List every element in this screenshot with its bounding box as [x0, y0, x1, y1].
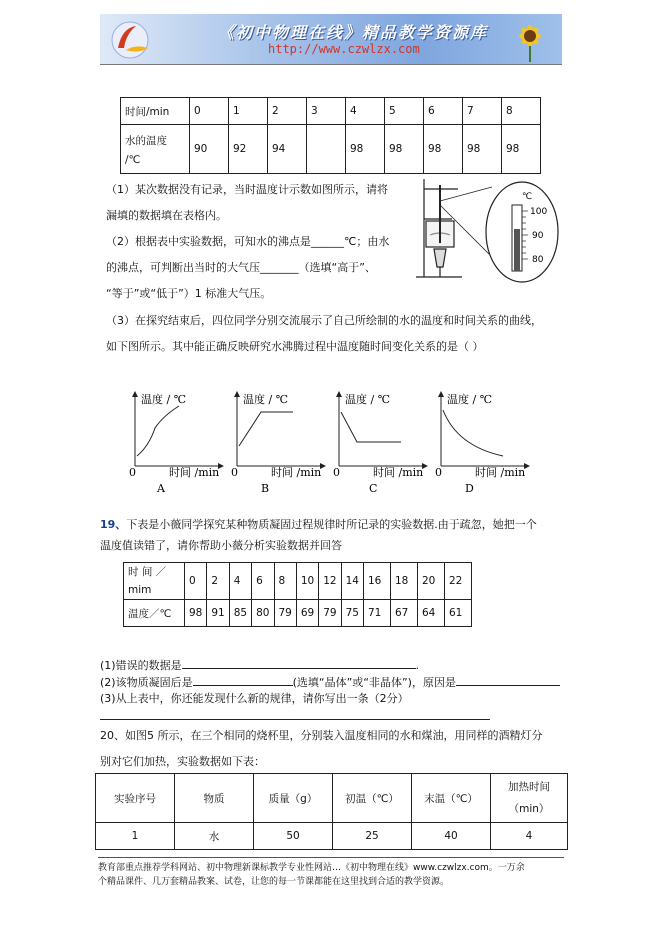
question-text: 下表是小薇同学探究某种物质凝固过程规律时所记录的实验数据.由于疏忽，她把一个 [126, 518, 537, 531]
table-cell [491, 774, 568, 823]
table-row [121, 98, 541, 125]
table-row [96, 823, 568, 850]
graph-xlabel: 时间 /min [169, 466, 220, 479]
answer-label: (选填“晶体”或“非晶体”)，原因是 [292, 676, 456, 689]
table-cell: 94 [268, 125, 307, 174]
answer-line-3: (3)从上表中，你还能发现什么新的规律，请你写出一条（2分） [100, 692, 409, 705]
table-cell: 14 [341, 563, 363, 600]
table-cell: 温度／℃ [124, 600, 185, 627]
row-label-line: /℃ [125, 153, 141, 166]
table-cell [121, 125, 190, 174]
table-cell: 8 [274, 563, 296, 600]
row-label-line: 时 间 ／ [128, 566, 167, 578]
thermo-tick: 90 [532, 231, 544, 241]
table-cell: 64 [418, 600, 445, 627]
table-cell: 5 [385, 98, 424, 125]
table-cell: 3 [307, 98, 346, 125]
table-cell: 时间/min [121, 98, 190, 125]
graph-ylabel: 温度 / ℃ [243, 393, 289, 406]
table-cell: 8 [502, 98, 541, 125]
table-cell: 10 [296, 563, 318, 600]
thermo-tick: 100 [530, 207, 548, 217]
graph-origin: 0 [231, 466, 238, 479]
site-logo-icon [108, 18, 154, 60]
header-line: （min） [508, 803, 550, 815]
table-row [124, 563, 472, 600]
graph-ylabel: 温度 / ℃ [447, 393, 493, 406]
table-cell: 40 [412, 823, 491, 850]
table-cell: 67 [391, 600, 418, 627]
table-cell: 25 [333, 823, 412, 850]
table-cell: 2 [207, 563, 229, 600]
table-cell: 实验序号 [96, 774, 175, 823]
header-rule [100, 64, 562, 65]
header-url[interactable]: http://www.czwlzx.com [268, 42, 420, 56]
table-cell: 4 [229, 563, 251, 600]
table-cell: 7 [463, 98, 502, 125]
table-cell: 1 [229, 98, 268, 125]
answer-line-2 [100, 674, 560, 690]
table-cell [124, 563, 185, 600]
table-cell: 98 [346, 125, 385, 174]
table-cell: 79 [274, 600, 296, 627]
table-cell: 50 [254, 823, 333, 850]
table-cell: 6 [252, 563, 274, 600]
table-cell: 4 [491, 823, 568, 850]
footer-line: 教育部重点推荐学科网站、初中物理新课标教学专业性网站…《初中物理在线》www.czwlzx.com。一万余 [98, 863, 525, 873]
graph-xlabel: 时间 /min [475, 466, 526, 479]
table-cell: 水 [175, 823, 254, 850]
row-label-line: 水的温度 [125, 134, 167, 147]
table-cell: 4 [346, 98, 385, 125]
table-cell: 0 [185, 563, 207, 600]
table-row [96, 774, 568, 823]
footer-rule [98, 857, 564, 858]
table-cell: 12 [319, 563, 341, 600]
graph-letter: A [157, 482, 165, 495]
graph-origin: 0 [333, 466, 340, 479]
table-cell: 物质 [175, 774, 254, 823]
table-cell: 92 [229, 125, 268, 174]
graph-c [333, 392, 427, 495]
graph-xlabel: 时间 /min [271, 466, 322, 479]
table-cell: 69 [296, 600, 318, 627]
table-cell: 18 [391, 563, 418, 600]
answer-blank[interactable] [182, 668, 416, 669]
answer-blank[interactable] [100, 719, 490, 720]
table-cell: 16 [364, 563, 391, 600]
question-line: “等于”或“低于”）1 标准大气压。 [106, 287, 272, 300]
answer-label: (2)该物质凝固后是 [100, 676, 193, 689]
question-line: 如下图所示。其中能正确反映研究水沸腾过程中温度随时间变化关系的是（ ） [106, 340, 484, 353]
answer-label: (1)错误的数据是 [100, 659, 182, 672]
stand-icon [416, 179, 492, 277]
table-cell: 98 [185, 600, 207, 627]
q19-line1 [100, 516, 537, 532]
question-number: 19、 [100, 518, 127, 531]
table-cell: 75 [341, 600, 363, 627]
graph-xlabel: 时间 /min [373, 466, 424, 479]
boiling-data-table [120, 97, 541, 174]
footer-line: 个精品课件、几万套精品教案、试卷，让您的每一节课都能在这里找到合适的教学资源。 [98, 877, 450, 887]
q20-line1: 20、如图5 所示，在三个相同的烧杯里，分别装入温度相同的水和煤油，用同样的酒精灯分 [100, 729, 543, 742]
heating-data-table [95, 773, 568, 850]
table-cell: 98 [463, 125, 502, 174]
footer [98, 861, 525, 889]
mercury-column [514, 229, 520, 271]
table-cell: 质量（g） [254, 774, 333, 823]
header-title: 《初中物理在线》精品教学资源库 [218, 23, 489, 42]
table-cell: 91 [207, 600, 229, 627]
question-line: （1）某次数据没有记录，当时温度计示数如图所示，请将 [106, 183, 388, 196]
answer-blank[interactable] [456, 685, 560, 686]
graph-b [231, 392, 325, 495]
header-banner [100, 14, 562, 64]
table-cell: 98 [424, 125, 463, 174]
graph-origin: 0 [129, 466, 136, 479]
table-cell: 61 [445, 600, 472, 627]
table-cell: 80 [252, 600, 274, 627]
question-line: （2）根据表中实验数据，可知水的沸点是______℃；由水 [106, 235, 390, 248]
graph-origin: 0 [435, 466, 442, 479]
table-cell: 98 [385, 125, 424, 174]
solidification-data-table [123, 562, 472, 627]
temperature-graphs [125, 388, 535, 498]
graph-letter: B [261, 482, 270, 495]
graph-letter: C [369, 482, 378, 495]
table-cell: 90 [190, 125, 229, 174]
table-cell: 71 [364, 600, 391, 627]
graph-d [435, 392, 529, 495]
graph-ylabel: 温度 / ℃ [345, 393, 391, 406]
header-line: 加热时间 [508, 781, 550, 793]
table-cell: 6 [424, 98, 463, 125]
table-cell: 初温（℃） [333, 774, 412, 823]
question-line: 漏填的数据填在表格内。 [106, 209, 227, 222]
question-line: （3）在探究结束后，四位同学分别交流展示了自己所绘制的水的温度和时间关系的曲线， [106, 314, 542, 327]
table-cell: 末温（℃） [412, 774, 491, 823]
answer-line-1 [100, 657, 419, 673]
table-cell: 2 [268, 98, 307, 125]
boiling-apparatus-figure [412, 177, 562, 287]
table-cell: 85 [229, 600, 251, 627]
thermo-tick: 80 [532, 255, 544, 265]
table-cell: 1 [96, 823, 175, 850]
table-cell: 0 [190, 98, 229, 125]
table-cell: 98 [502, 125, 541, 174]
graph-letter: D [465, 482, 474, 495]
table-row [121, 125, 541, 174]
period-mark: . [415, 659, 420, 672]
table-cell: 79 [319, 600, 341, 627]
answer-blank[interactable] [193, 685, 293, 686]
thermo-unit: ℃ [522, 192, 533, 202]
table-cell [307, 125, 346, 174]
graph-a [129, 392, 223, 495]
table-cell: 20 [418, 563, 445, 600]
question-line: 的沸点，可判断出当时的大气压_______（选填“高于”、 [106, 261, 376, 274]
table-cell: 22 [445, 563, 472, 600]
sunflower-icon [508, 16, 552, 62]
q20-line2: 别对它们加热，实验数据如下表： [100, 755, 265, 768]
row-label-line: mim [128, 584, 152, 596]
table-row [124, 600, 472, 627]
q19-line2: 温度值读错了，请你帮助小薇分析实验数据并回答 [100, 539, 342, 552]
graph-ylabel: 温度 / ℃ [141, 393, 187, 406]
